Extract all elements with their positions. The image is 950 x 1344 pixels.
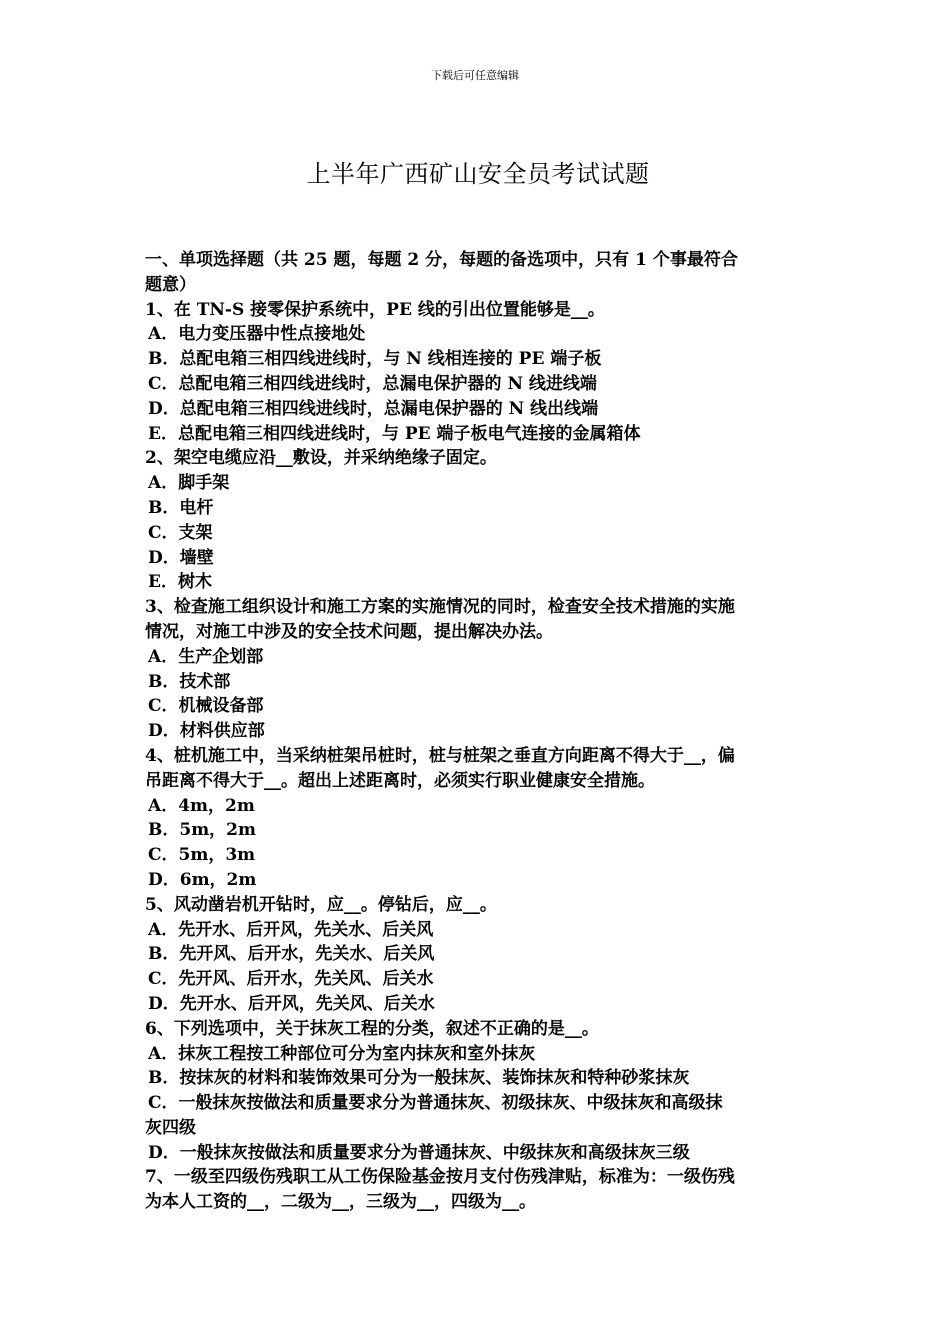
question-1-option-d: D．总配电箱三相四线进线时，总漏电保护器的 N 线出线端	[148, 398, 599, 419]
question-4-stem-line-2: 吊距离不得大于__。超出上述距离时，必须实行职业健康安全措施。	[145, 770, 655, 791]
question-1-option-a: A．电力变压器中性点接地处	[148, 324, 366, 345]
section-heading-line-2: 题意）	[145, 274, 196, 295]
question-1-stem: 1、在 TN-S 接零保护系统中，PE 线的引出位置能够是__。	[145, 299, 605, 320]
question-4-option-a: A．4m，2m	[148, 795, 255, 816]
section-heading-line-1	[145, 248, 807, 273]
document-title: 上半年广西矿山安全员考试试题	[306, 160, 650, 188]
question-6-option-d: D．一般抹灰按做法和质量要求分为普通抹灰、中级抹灰和高级抹灰三级	[148, 1142, 690, 1163]
question-6-option-b: B．按抹灰的材料和装饰效果可分为一般抹灰、装饰抹灰和特种砂浆抹灰	[148, 1068, 690, 1089]
question-2-option-c: C．支架	[148, 522, 213, 543]
question-6-stem: 6、下列选项中，关于抹灰工程的分类，叙述不正确的是__。	[145, 1018, 599, 1039]
question-2-option-a: A．脚手架	[148, 473, 230, 494]
question-6-option-a: A．抹灰工程按工种部位可分为室内抹灰和室外抹灰	[148, 1043, 536, 1064]
question-4-option-b: B．5m，2m	[148, 820, 257, 841]
question-5-option-a: A．先开水、后开风，先关水、后关风	[148, 919, 434, 940]
question-4-option-c: C．5m，3m	[148, 845, 256, 866]
page-header-note: 下载后可任意编辑	[431, 69, 519, 82]
question-3-stem-line-2: 情况，对施工中涉及的安全技术问题，提出解决办法。	[145, 621, 553, 642]
question-5-option-b: B．先开风、后开水，先关水、后关风	[148, 944, 435, 965]
section-heading-text: 一、单项选择题（共 25 题，每题 2 分，每题的备选项中，只有 1 个事最符合	[145, 250, 738, 270]
question-2-option-e: E．树木	[148, 572, 212, 593]
question-5-stem: 5、风动凿岩机开钻时，应__。停钻后，应__。	[145, 894, 497, 915]
document-body	[145, 248, 807, 1215]
question-3-option-b: B．技术部	[148, 671, 231, 692]
question-6-option-c: C．一般抹灰按做法和质量要求分为普通抹灰、初级抹灰、中级抹灰和高级抹	[148, 1093, 723, 1114]
question-2-stem: 2、架空电缆应沿__敷设，并采纳绝缘子固定。	[145, 448, 497, 469]
question-1-option-e: E．总配电箱三相四线进线时，与 PE 端子板电气连接的金属箱体	[148, 423, 641, 444]
question-7-stem-line-2: 为本人工资的__，二级为__，三级为__，四级为__。	[145, 1192, 536, 1213]
question-4-stem-line-1: 4、桩机施工中，当采纳桩架吊桩时，桩与桩架之垂直方向距离不得大于__，偏	[145, 745, 735, 766]
question-3-stem-line-1: 3、检查施工组织设计和施工方案的实施情况的同时，检查安全技术措施的实施	[145, 597, 735, 618]
question-5-option-d: D．先开水、后开风，先关风、后关水	[148, 993, 435, 1014]
question-1-option-b: B．总配电箱三相四线进线时，与 N 线相连接的 PE 端子板	[148, 349, 602, 370]
question-5-option-c: C．先开风、后开水，先关风、后关水	[148, 969, 434, 990]
question-3-option-c: C．机械设备部	[148, 696, 264, 717]
question-2-option-b: B．电杆	[148, 497, 214, 518]
question-7-stem-line-1: 7、一级至四级伤残职工从工伤保险基金按月支付伤残津贴，标准为：一级伤残	[145, 1167, 735, 1188]
question-6-option-c-continued: 灰四级	[145, 1117, 196, 1138]
question-4-option-d: D．6m，2m	[148, 869, 257, 890]
question-1-option-c: C．总配电箱三相四线进线时，总漏电保护器的 N 线进线端	[148, 373, 597, 394]
question-2-option-d: D．墙壁	[148, 547, 214, 568]
question-3-option-d: D．材料供应部	[148, 721, 265, 742]
question-3-option-a: A．生产企划部	[148, 646, 264, 667]
